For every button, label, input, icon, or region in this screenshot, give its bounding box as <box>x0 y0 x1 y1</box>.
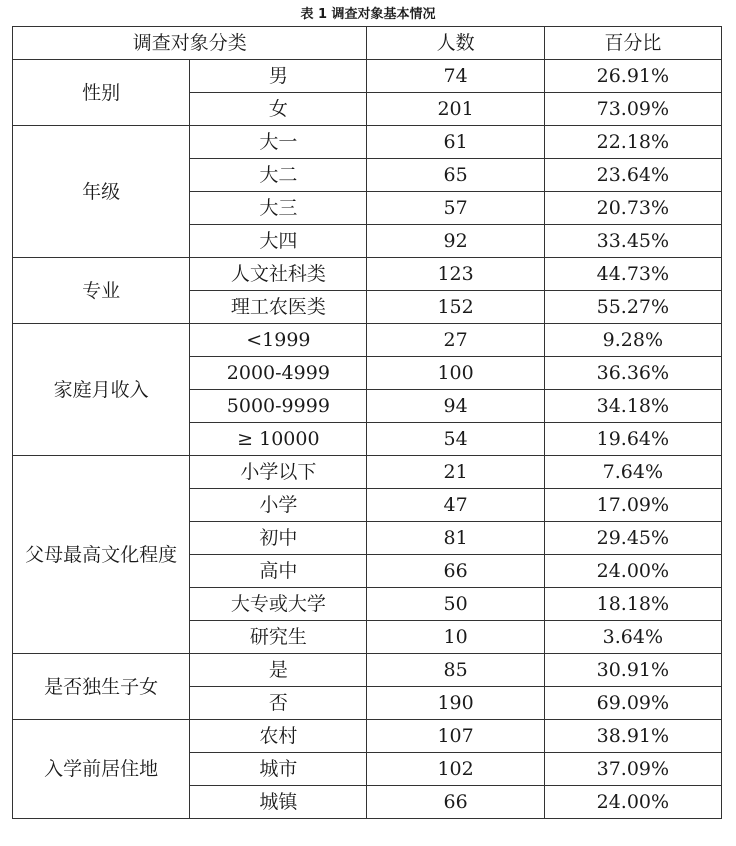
group-5 <box>13 654 722 720</box>
row-percent: 3.64% <box>544 621 721 654</box>
row-percent: 24.00% <box>544 555 721 588</box>
row-label: 城镇 <box>190 786 367 819</box>
header-category: 调查对象分类 <box>13 27 367 60</box>
row-count: 201 <box>367 93 544 126</box>
row-count: 50 <box>367 588 544 621</box>
group-name: 父母最高文化程度 <box>13 456 190 654</box>
row-label: 男 <box>190 60 367 93</box>
row-label: 大二 <box>190 159 367 192</box>
row-percent: 29.45% <box>544 522 721 555</box>
row-percent: 23.64% <box>544 159 721 192</box>
row-percent: 19.64% <box>544 423 721 456</box>
table-row <box>13 258 722 291</box>
row-label: 人文社科类 <box>190 258 367 291</box>
group-name: 专业 <box>13 258 190 324</box>
row-count: 100 <box>367 357 544 390</box>
table-row <box>13 720 722 753</box>
row-label: 初中 <box>190 522 367 555</box>
row-label: <1999 <box>190 324 367 357</box>
row-label: 城市 <box>190 753 367 786</box>
row-percent: 73.09% <box>544 93 721 126</box>
header-count: 人数 <box>367 27 544 60</box>
row-count: 57 <box>367 192 544 225</box>
table-row <box>13 126 722 159</box>
row-label: 5000-9999 <box>190 390 367 423</box>
row-percent: 38.91% <box>544 720 721 753</box>
row-label: 是 <box>190 654 367 687</box>
row-count: 123 <box>367 258 544 291</box>
row-label: 女 <box>190 93 367 126</box>
group-name: 年级 <box>13 126 190 258</box>
row-label: 农村 <box>190 720 367 753</box>
row-count: 102 <box>367 753 544 786</box>
row-percent: 36.36% <box>544 357 721 390</box>
row-percent: 69.09% <box>544 687 721 720</box>
row-label: 高中 <box>190 555 367 588</box>
row-count: 190 <box>367 687 544 720</box>
group-0 <box>13 60 722 126</box>
table-row <box>13 456 722 489</box>
row-label: 研究生 <box>190 621 367 654</box>
row-percent: 33.45% <box>544 225 721 258</box>
row-percent: 44.73% <box>544 258 721 291</box>
row-count: 92 <box>367 225 544 258</box>
row-percent: 30.91% <box>544 654 721 687</box>
group-3 <box>13 324 722 456</box>
row-label: 小学 <box>190 489 367 522</box>
row-label: 2000-4999 <box>190 357 367 390</box>
row-count: 54 <box>367 423 544 456</box>
table-row <box>13 324 722 357</box>
row-count: 65 <box>367 159 544 192</box>
group-6 <box>13 720 722 819</box>
row-count: 81 <box>367 522 544 555</box>
table-caption: 表 1 调查对象基本情况 <box>300 7 436 22</box>
row-label: 大专或大学 <box>190 588 367 621</box>
row-label: 小学以下 <box>190 456 367 489</box>
row-percent: 24.00% <box>544 786 721 819</box>
row-label: 否 <box>190 687 367 720</box>
row-percent: 20.73% <box>544 192 721 225</box>
group-4 <box>13 456 722 654</box>
row-count: 94 <box>367 390 544 423</box>
row-count: 27 <box>367 324 544 357</box>
row-count: 66 <box>367 786 544 819</box>
table-row <box>13 60 722 93</box>
row-count: 74 <box>367 60 544 93</box>
row-count: 21 <box>367 456 544 489</box>
row-count: 85 <box>367 654 544 687</box>
row-percent: 37.09% <box>544 753 721 786</box>
row-label: 大四 <box>190 225 367 258</box>
row-percent: 7.64% <box>544 456 721 489</box>
header-row <box>13 27 722 60</box>
group-name: 性别 <box>13 60 190 126</box>
group-name: 家庭月收入 <box>13 324 190 456</box>
row-count: 61 <box>367 126 544 159</box>
table-header <box>13 27 722 60</box>
row-percent: 55.27% <box>544 291 721 324</box>
row-count: 66 <box>367 555 544 588</box>
group-1 <box>13 126 722 258</box>
row-count: 152 <box>367 291 544 324</box>
row-percent: 26.91% <box>544 60 721 93</box>
row-percent: 17.09% <box>544 489 721 522</box>
row-label: ≥ 10000 <box>190 423 367 456</box>
group-name: 是否独生子女 <box>13 654 190 720</box>
row-percent: 9.28% <box>544 324 721 357</box>
row-percent: 34.18% <box>544 390 721 423</box>
header-percent: 百分比 <box>544 27 721 60</box>
survey-table <box>12 26 722 819</box>
group-name: 入学前居住地 <box>13 720 190 819</box>
row-percent: 22.18% <box>544 126 721 159</box>
table-row <box>13 654 722 687</box>
row-count: 107 <box>367 720 544 753</box>
row-count: 47 <box>367 489 544 522</box>
row-percent: 18.18% <box>544 588 721 621</box>
row-label: 大三 <box>190 192 367 225</box>
group-2 <box>13 258 722 324</box>
row-count: 10 <box>367 621 544 654</box>
row-label: 大一 <box>190 126 367 159</box>
row-label: 理工农医类 <box>190 291 367 324</box>
